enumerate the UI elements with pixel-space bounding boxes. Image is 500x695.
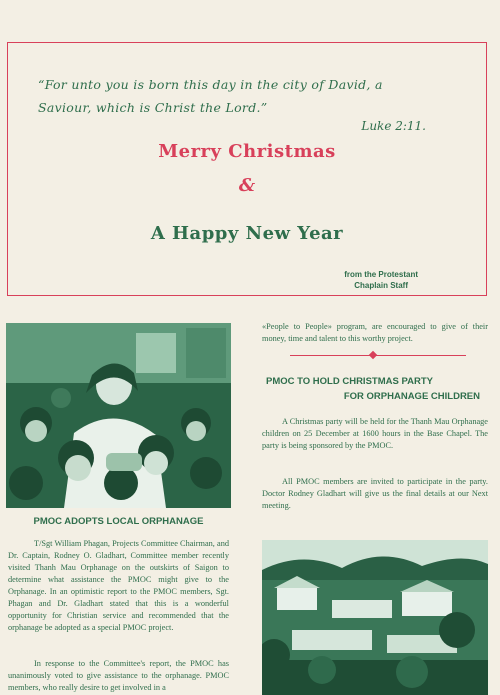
christmas-greeting-box (7, 42, 487, 296)
verse-line-2: Saviour, which is Christ the Lord.” (38, 100, 268, 115)
from-signature (344, 269, 418, 291)
aerial-photo-illustration (262, 540, 488, 695)
orphanage-aerial-photo (262, 540, 488, 695)
orphanage-paragraph-1: T/Sgt William Phagan, Projects Committee Chairman, and Dr. Captain, Rodney O. Gladhart, Committee member recently visited Thanh Mau Orphanage on the outskirts of Saigon to determine what assistance the PMOC might give to the Orphanage. In an optimistic report to the PMOC members, Sgt. Phagan and Dr. Gladhart stated that this is a wonderful opportunity for Christian service and recommended that the orphanage be adopted as a special PMOC project. (8, 539, 229, 632)
party-paragraph-1: A Christmas party will be held for the Thanh Mau Orphanage children on 25 December at 1600 hours in the Base Chapel. The party is being sponsored by the PMOC. (262, 417, 488, 450)
party-paragraph-2: All PMOC members are invited to participate in the party. Doctor Rodney Gladhart will give us the final details at our Next meeting. (262, 477, 488, 510)
people-to-people-paragraph: «People to People» program, are encouraged to give of their money, time and talent to this worthy project. (262, 322, 488, 343)
section-divider (290, 355, 466, 356)
from-line-1: from the Protestant (344, 270, 418, 279)
divider-diamond-icon (369, 351, 377, 359)
merry-christmas-heading: Merry Christmas (158, 141, 336, 162)
orphanage-paragraph-2: In response to the Committee's report, the PMOC has unanimously voted to give assistance to the orphanage. PMOC members, who really desire to get involved in a (8, 659, 229, 692)
orphanage-headline: PMOC ADOPTS LOCAL ORPHANAGE (33, 516, 204, 527)
children-photo-illustration (6, 323, 231, 508)
from-line-2: Chaplain Staff (354, 281, 408, 290)
happy-new-year-heading: A Happy New Year (150, 223, 344, 244)
party-headline-line-1: PMOC TO HOLD CHRISTMAS PARTY (266, 376, 433, 387)
ampersand: & (238, 175, 256, 196)
orphanage-children-photo (6, 323, 231, 508)
party-headline-line-2: FOR ORPHANAGE CHILDREN (343, 391, 480, 402)
verse-line-1: “For unto you is born this day in the city of David, a (38, 77, 383, 92)
bible-verse (38, 73, 458, 119)
verse-reference: Luke 2:11. (361, 119, 426, 133)
